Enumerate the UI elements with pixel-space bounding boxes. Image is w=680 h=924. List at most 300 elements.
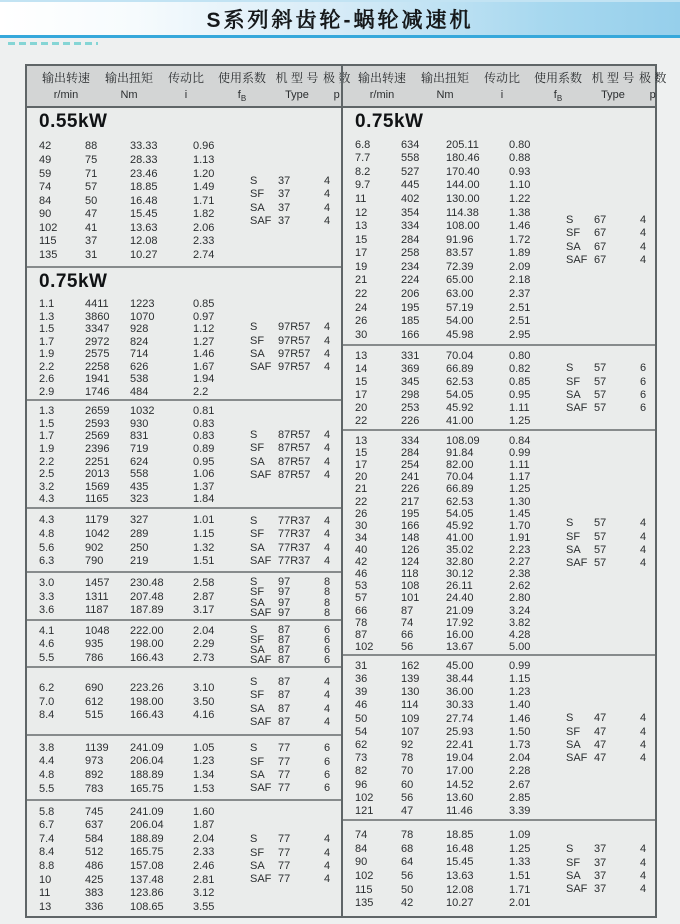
table-section-right-2	[343, 346, 655, 431]
type-model: 77	[278, 846, 291, 859]
table-cell: 10	[39, 873, 52, 886]
type-poles: 8	[324, 606, 331, 619]
type-prefix: S	[566, 712, 574, 725]
table-row	[39, 418, 242, 431]
table-cell: 2.46	[193, 860, 215, 872]
table-cell: 626	[130, 360, 149, 373]
table-cell: 0.84	[509, 435, 531, 448]
table-row	[39, 430, 242, 443]
type-row	[250, 769, 341, 782]
column-unit: $f_B$	[553, 88, 563, 104]
table-cell: 831	[130, 430, 149, 443]
table-row	[39, 542, 242, 556]
table-cell: 22	[355, 288, 368, 301]
table-cell: 96	[355, 778, 368, 791]
table-section-left-2	[27, 268, 341, 401]
type-poles: 8	[324, 586, 331, 599]
table-right-half	[341, 108, 655, 916]
power-heading: 0.75kW	[355, 111, 424, 132]
type-prefix: SA	[566, 870, 581, 882]
table-cell: 226	[401, 415, 420, 427]
table-row	[39, 386, 242, 399]
table-cell: 74	[39, 181, 52, 194]
table-cell: 40	[355, 544, 368, 556]
type-prefix: SA	[566, 544, 581, 556]
table-cell: 219	[130, 555, 149, 568]
data-rows	[39, 297, 242, 399]
table-section-left-6	[27, 621, 341, 668]
table-row	[355, 843, 558, 857]
table-cell: 1.5	[39, 323, 55, 335]
type-prefix: SA	[250, 348, 265, 360]
table-section-left-9	[27, 801, 341, 916]
table-row	[355, 641, 558, 653]
section-body	[27, 509, 341, 571]
column-unit: $f_B$	[237, 88, 247, 104]
table-cell: 21	[355, 483, 368, 496]
type-row	[566, 254, 655, 267]
table-row	[355, 544, 558, 556]
type-poles: 4	[324, 554, 331, 567]
table-row	[355, 459, 558, 471]
table-row	[39, 405, 242, 418]
type-model: 77	[278, 769, 291, 781]
table-cell: 1.09	[509, 829, 531, 842]
table-cell: 70.04	[446, 471, 474, 484]
table-cell: 3.17	[193, 604, 215, 617]
table-cell: 5.5	[39, 651, 55, 664]
table-row	[355, 193, 558, 207]
type-poles: 4	[324, 702, 331, 715]
type-model: 57	[594, 402, 607, 415]
section-body	[27, 736, 341, 799]
type-poles: 4	[640, 227, 647, 240]
watermark-dashes	[8, 42, 98, 45]
type-row	[566, 362, 655, 375]
type-row	[566, 857, 655, 870]
table-header-left	[27, 66, 351, 106]
table-cell: 222.00	[130, 625, 164, 637]
table-cell: 2.29	[193, 638, 215, 651]
table-row	[355, 247, 558, 261]
type-row	[250, 555, 341, 568]
type-prefix: SAF	[566, 752, 588, 765]
type-list	[242, 671, 341, 734]
table-cell: 6.8	[355, 138, 371, 151]
table-row	[39, 555, 242, 569]
type-row	[250, 321, 341, 334]
column-label: 输出扭矩	[420, 70, 469, 85]
table-cell: 31	[85, 249, 98, 262]
table-row	[355, 166, 558, 180]
table-cell: 4.8	[39, 527, 55, 540]
table-cell: 1.15	[509, 673, 531, 686]
table-cell: 90	[355, 856, 368, 869]
table-cell: 139	[401, 673, 420, 686]
table-cell: 195	[401, 507, 420, 520]
table-cell: 0.81	[193, 405, 215, 417]
table-cell: 17	[355, 247, 368, 260]
table-cell: 162	[401, 659, 420, 672]
table-cell: 0.85	[193, 298, 215, 310]
type-poles: 4	[324, 846, 331, 859]
table-cell: 62.53	[446, 376, 474, 388]
table-cell: 2396	[85, 442, 110, 455]
table-cell: 23.46	[130, 167, 158, 180]
table-cell: 2258	[85, 360, 110, 373]
type-poles: 8	[324, 596, 331, 609]
table-cell: 66.89	[446, 483, 474, 496]
type-row	[250, 703, 341, 716]
type-prefix: SF	[566, 227, 581, 240]
section-body	[27, 621, 341, 666]
table-cell: 70.04	[446, 350, 474, 362]
data-rows	[355, 434, 558, 654]
table-row	[355, 415, 558, 428]
type-model: 37	[594, 856, 607, 869]
type-model: 87	[278, 644, 291, 656]
table-cell: 5.00	[509, 640, 531, 653]
table-cell: 1.7	[39, 430, 55, 443]
table-cell: 1.71	[509, 883, 531, 896]
table-cell: 327	[130, 514, 149, 527]
table-cell: 0.80	[509, 138, 531, 151]
table-cell: 7.7	[355, 152, 371, 165]
table-cell: 538	[130, 373, 149, 385]
table-cell: 66	[401, 628, 414, 641]
table-cell: 2.28	[509, 765, 531, 778]
type-model: 37	[278, 188, 291, 201]
table-cell: 1.70	[509, 519, 531, 532]
table-cell: 402	[401, 192, 420, 205]
column-label: 极 数	[323, 70, 351, 85]
section-body	[27, 294, 341, 399]
type-poles: 4	[324, 689, 331, 702]
table-row	[355, 483, 558, 495]
table-row	[355, 315, 558, 329]
type-model: 77	[278, 860, 291, 872]
table-cell: 558	[130, 468, 149, 481]
table-cell: 15	[355, 233, 368, 246]
table-cell: 2575	[85, 348, 110, 360]
table-cell: 26	[355, 315, 368, 328]
type-prefix: SF	[566, 530, 581, 543]
table-row	[39, 625, 242, 638]
table-cell: 54.00	[446, 315, 474, 328]
section-body	[27, 573, 341, 619]
type-row	[250, 335, 341, 348]
table-cell: 3.24	[509, 604, 531, 617]
table-cell: 26	[355, 507, 368, 520]
table-cell: 1223	[130, 298, 155, 310]
table-cell: 254	[401, 459, 420, 472]
type-poles: 4	[640, 530, 647, 543]
type-model: 57	[594, 517, 607, 530]
table-row	[355, 532, 558, 544]
table-cell: 82.00	[446, 459, 474, 472]
table-cell: 3.0	[39, 577, 55, 590]
type-model: 37	[594, 870, 607, 882]
type-poles: 4	[324, 541, 331, 554]
table-row	[355, 261, 558, 275]
table-cell: 206	[401, 288, 420, 301]
table-cell: 64	[401, 856, 414, 869]
table-cell: 1.17	[509, 471, 531, 484]
table-cell: 4.6	[39, 638, 55, 651]
data-rows	[39, 404, 242, 507]
table-row	[39, 298, 242, 311]
table-cell: 289	[130, 527, 149, 540]
table-cell: 109	[401, 712, 420, 725]
table-cell: 258	[401, 247, 420, 260]
table-cell: 41.00	[446, 415, 474, 427]
table-cell: 41.00	[446, 531, 474, 544]
table-cell: 226	[401, 483, 420, 496]
type-row	[250, 716, 341, 729]
table-cell: 62.53	[446, 495, 474, 508]
type-model: 87	[278, 689, 291, 702]
type-model: 97R57	[278, 321, 311, 334]
table-cell: 5.6	[39, 541, 55, 554]
table-cell: 30.33	[446, 699, 474, 712]
type-prefix: S	[250, 576, 258, 589]
type-prefix: SAF	[250, 873, 272, 886]
type-prefix: S	[250, 174, 258, 187]
table-cell: 250	[130, 541, 149, 554]
type-poles: 6	[324, 644, 331, 656]
table-cell: 1.25	[509, 842, 531, 855]
type-row	[566, 517, 655, 530]
table-cell: 1.11	[509, 402, 530, 414]
type-poles: 4	[324, 873, 331, 886]
type-model: 87R57	[278, 468, 311, 481]
type-row	[250, 847, 341, 860]
table-cell: 637	[85, 819, 104, 832]
table-cell: 21.09	[446, 604, 474, 617]
type-prefix: SAF	[250, 468, 272, 481]
table-cell: 11	[355, 192, 367, 205]
table-row	[39, 443, 242, 456]
table-cell: 22.41	[446, 739, 474, 751]
table-row	[355, 686, 558, 699]
table-cell: 0.80	[509, 350, 531, 362]
type-row	[566, 843, 655, 856]
table-cell: 15.45	[130, 208, 158, 221]
table-cell: 47	[401, 804, 414, 817]
table-row	[39, 373, 242, 386]
table-cell: 892	[85, 769, 104, 781]
table-row	[355, 234, 558, 248]
table-cell: 144.00	[446, 179, 480, 192]
type-poles: 4	[324, 860, 331, 872]
table-cell: 56	[401, 870, 414, 882]
table-cell: 1187	[85, 604, 109, 617]
type-model: 87	[278, 715, 291, 728]
type-row	[566, 739, 655, 752]
table-row	[39, 336, 242, 349]
type-model: 57	[594, 544, 607, 556]
table-cell: 57	[85, 181, 98, 194]
column-unit: i	[184, 88, 188, 101]
type-poles: 6	[640, 362, 647, 375]
table-cell: 195	[401, 301, 420, 314]
table-cell: 1.9	[39, 348, 55, 360]
table-cell: 4.3	[39, 514, 55, 527]
type-model: 97R57	[278, 348, 311, 360]
type-prefix: SA	[250, 644, 265, 656]
type-prefix: SF	[250, 528, 265, 541]
table-cell: 15	[355, 376, 368, 388]
table-cell: 3.55	[193, 900, 215, 913]
table-cell: 1.20	[193, 167, 215, 180]
data-rows	[39, 624, 242, 666]
title-band	[0, 0, 680, 38]
table-cell: 206.04	[130, 755, 164, 768]
table-cell: 115	[355, 883, 373, 896]
table-row	[39, 874, 242, 888]
table-cell: 2.04	[509, 752, 531, 765]
table-cell: 22	[355, 415, 368, 427]
table-cell: 11.46	[446, 804, 473, 817]
type-row	[250, 873, 341, 886]
table-row	[39, 468, 242, 481]
table-cell: 241.09	[130, 741, 164, 754]
table-cell: 4.8	[39, 769, 55, 781]
type-model: 57	[594, 530, 607, 543]
type-row	[566, 883, 655, 896]
column-unit: Type	[285, 88, 309, 101]
type-prefix: SA	[250, 541, 265, 554]
table-cell: 4.16	[193, 709, 215, 722]
table-cell: 1.3	[39, 310, 55, 323]
table-cell: 1.10	[509, 179, 531, 192]
table-cell: 3.12	[193, 887, 215, 900]
table-cell: 4411	[85, 298, 109, 310]
type-poles: 6	[324, 769, 331, 781]
type-row	[250, 756, 341, 769]
table-cell: 166.43	[130, 709, 164, 722]
type-prefix: S	[566, 213, 574, 226]
type-model: 87R57	[278, 428, 311, 441]
type-model: 47	[594, 739, 607, 751]
type-row	[250, 515, 341, 528]
table-cell: 206.04	[130, 819, 164, 832]
table-cell: 13	[39, 900, 52, 913]
table-row	[355, 288, 558, 302]
table-cell: 198.00	[130, 695, 164, 708]
type-poles: 4	[640, 517, 647, 530]
type-row	[566, 214, 655, 227]
column-unit: p	[649, 88, 656, 101]
type-model: 87	[278, 623, 291, 636]
table-cell: 1.5	[39, 417, 55, 430]
table-cell: 515	[85, 709, 104, 722]
table-section-left-5	[27, 573, 341, 621]
table-cell: 928	[130, 323, 149, 335]
type-model: 87	[278, 633, 291, 646]
type-prefix: SA	[250, 769, 265, 781]
table-cell: 334	[401, 435, 420, 448]
table-row	[39, 528, 242, 542]
type-poles: 4	[324, 321, 331, 334]
table-row	[355, 580, 558, 592]
table-row	[39, 154, 242, 168]
table-cell: 1.53	[193, 782, 215, 795]
section-body	[343, 821, 655, 916]
type-model: 77	[278, 833, 291, 846]
table-cell: 38.44	[446, 673, 474, 686]
type-prefix: SAF	[250, 654, 272, 667]
table-cell: 88	[85, 140, 98, 153]
type-prefix: SAF	[250, 361, 272, 374]
table-cell: 690	[85, 682, 104, 695]
table-cell: 1.05	[193, 741, 215, 754]
data-rows	[39, 137, 242, 266]
type-prefix: SAF	[566, 253, 588, 266]
table-cell: 223.26	[130, 682, 164, 695]
table-cell: 1.87	[193, 819, 215, 832]
power-heading: 0.55kW	[39, 111, 108, 132]
table-cell: 36	[355, 673, 368, 686]
data-rows	[39, 512, 242, 571]
table-cell: 1.25	[509, 483, 531, 496]
type-row	[566, 241, 655, 254]
type-prefix: S	[566, 843, 574, 856]
table-cell: 1.7	[39, 335, 55, 348]
type-model: 97	[278, 596, 291, 609]
type-poles: 4	[640, 843, 647, 856]
table-cell: 2.2	[193, 385, 209, 398]
table-cell: 0.95	[193, 455, 215, 468]
type-row	[250, 456, 341, 469]
table-cell: 1.73	[509, 739, 531, 751]
table-cell: 130	[401, 686, 420, 699]
table-cell: 24	[355, 301, 368, 314]
table-row	[355, 508, 558, 520]
table-cell: 56	[401, 640, 414, 653]
table-row	[39, 168, 242, 182]
table-row	[355, 363, 558, 376]
table-cell: 14	[355, 363, 368, 375]
type-row	[566, 402, 655, 415]
type-prefix: SF	[250, 689, 265, 702]
table-row	[39, 833, 242, 847]
table-cell: 2.51	[509, 301, 531, 314]
table-cell: 91.84	[446, 447, 474, 460]
table-row	[355, 220, 558, 234]
type-row	[566, 712, 655, 725]
table-cell: 74	[355, 829, 368, 842]
spec-table	[25, 64, 667, 918]
table-cell: 13.63	[130, 221, 158, 234]
type-poles: 4	[640, 213, 647, 226]
table-cell: 2.80	[509, 592, 531, 605]
table-cell: 2593	[85, 417, 110, 430]
table-cell: 2.33	[193, 235, 215, 248]
table-cell: 1.60	[193, 805, 215, 818]
table-cell: 2.81	[193, 873, 215, 886]
type-row	[250, 469, 341, 482]
type-row	[250, 587, 341, 597]
table-cell: 298	[401, 389, 420, 401]
type-row	[250, 860, 341, 873]
column-unit: Nm	[120, 88, 138, 101]
table-cell: 527	[401, 165, 420, 178]
type-model: 77	[278, 782, 291, 795]
table-cell: 71	[85, 167, 98, 180]
table-row	[355, 447, 558, 459]
table-cell: 1.22	[509, 192, 531, 205]
